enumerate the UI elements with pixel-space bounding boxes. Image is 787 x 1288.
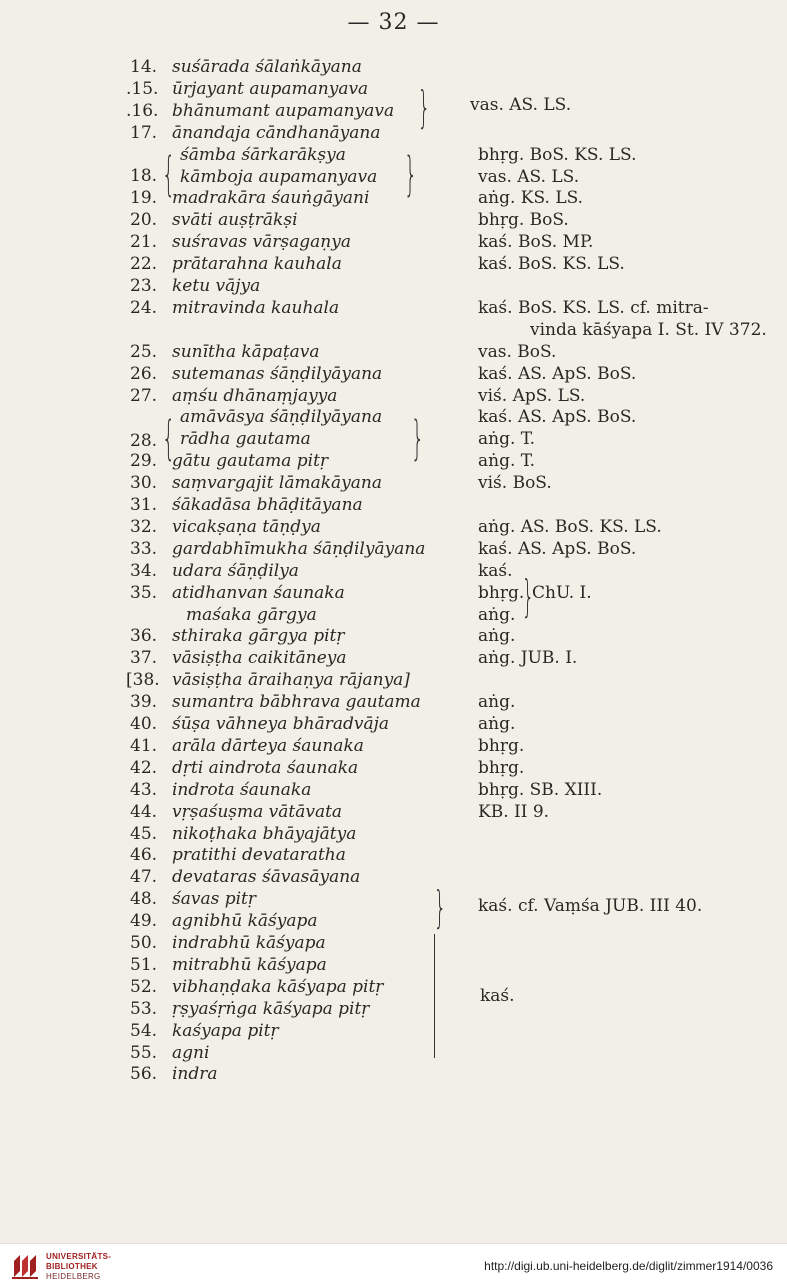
entry-row [0, 144, 787, 166]
entry-number: 45. [130, 823, 158, 844]
entry-reference: vinda kāśyapa I. St. IV 372. [530, 319, 767, 340]
entry-name: vāsiṣṭha āraihaṇya rājanya] [172, 670, 410, 691]
entry-number: 33. [130, 538, 158, 559]
entry-reference: bhṛg. BoS. KS. LS. [478, 144, 637, 165]
entry-row [0, 582, 787, 604]
entry-row [0, 779, 787, 801]
entry-number: 21. [130, 232, 158, 253]
entry-row [0, 1020, 787, 1042]
entry-row [0, 319, 787, 341]
entry-reference: aṅg. [478, 692, 516, 713]
entry-row [0, 866, 787, 888]
entry-reference: aṅg. [478, 604, 516, 625]
entry-reference: KB. II 9. [478, 801, 550, 822]
entry-name: sunītha kāpaṭava [172, 341, 320, 362]
entry-name: madrakāra śauṅgāyani [172, 188, 370, 209]
entry-name: mitravinda kauhala [172, 297, 340, 318]
entry-row [0, 406, 787, 428]
brace-34-35: } [521, 571, 535, 622]
entry-row [0, 56, 787, 78]
entry-number: 14. [130, 57, 158, 77]
entry-row [0, 713, 787, 735]
entry-row [0, 231, 787, 253]
entry-name: prātarahna kauhala [172, 254, 342, 275]
entry-row [0, 1042, 787, 1064]
library-name: UNIVERSITÄTS- BIBLIOTHEK HEIDELBERG [46, 1252, 112, 1281]
entry-row [0, 166, 787, 188]
entry-number: 44. [130, 801, 158, 822]
entry-row [0, 647, 787, 669]
entry-number: 22. [130, 254, 158, 275]
entry-reference: kaś. BoS. KS. LS. cf. mitra- [478, 297, 709, 318]
entry-number: 51. [130, 954, 158, 975]
entry-number: 52. [130, 976, 158, 997]
entry-row [0, 757, 787, 779]
entry-number: 24. [130, 297, 158, 318]
entry-reference: vas. AS. LS. [478, 166, 580, 187]
entry-name: maśaka gārgya [186, 604, 317, 625]
entry-number: 37. [130, 648, 158, 669]
entry-reference: kaś. BoS. KS. LS. [478, 254, 625, 275]
brace-18-left: { [162, 147, 176, 201]
entry-reference: bhṛg. [478, 735, 525, 756]
entry-reference: aṅg. AS. BoS. KS. LS. [478, 516, 662, 537]
entry-reference: viś. BoS. [478, 473, 552, 494]
entry-row [0, 604, 787, 626]
library-logo-icon [10, 1251, 40, 1281]
entry-name: bhānumant aupamanyava [172, 100, 395, 121]
entry-name: suśravas vārṣagaṇya [172, 232, 351, 253]
entry-name: vṛṣaśuṣma vātāvata [172, 801, 343, 822]
entry-number: 17. [130, 122, 158, 143]
entry-row [0, 450, 787, 472]
entry-number: 41. [130, 735, 158, 756]
brace-47-48: } [433, 882, 447, 933]
entry-number: 31. [130, 495, 158, 515]
entry-name: gardabhīmukha śāṇḍilyāyana [172, 538, 426, 559]
entry-number: 25. [130, 341, 158, 362]
entry-row [0, 823, 787, 845]
entry-name: vāsiṣṭha caikitāneya [172, 648, 347, 669]
entry-row [0, 625, 787, 647]
entry-row [0, 341, 787, 363]
entry-row [0, 954, 787, 976]
entry-number: 34. [130, 560, 158, 581]
entry-row [0, 472, 787, 494]
entry-reference: bhṛg. SB. XIII. [478, 779, 603, 800]
entry-name: kaśyapa pitṛ [172, 1020, 279, 1041]
entry-name: śāmba śārkarākṣya [180, 144, 346, 165]
entry-name: devataras śāvasāyana [172, 867, 361, 888]
entry-number: 36. [130, 626, 158, 647]
entry-num-28: 28. [130, 431, 158, 451]
entry-name: nikoṭhaka bhāyajātya [172, 823, 357, 844]
entry-row [0, 932, 787, 954]
entry-reference: aṅg. T. [478, 451, 536, 472]
entry-row [0, 297, 787, 319]
entry-name: agnibhū kāśyapa [172, 911, 318, 932]
entry-row [0, 187, 787, 209]
entry-name: agni [172, 1042, 210, 1063]
entry-row [0, 428, 787, 450]
entry-number: 48. [130, 889, 158, 910]
entry-number: 46. [130, 845, 158, 866]
entry-reference: kaś. BoS. MP. [478, 232, 594, 253]
entry-number: 53. [130, 998, 158, 1019]
entry-name: sumantra bābhrava gautama [172, 692, 421, 713]
entry-reference: aṅg. KS. LS. [478, 188, 584, 209]
entry-number: 19. [130, 188, 158, 209]
entry-name: pratithi devataratha [172, 845, 346, 866]
entry-number: 35. [130, 582, 158, 603]
entry-row [0, 385, 787, 407]
entry-reference: bhṛg. [478, 582, 525, 603]
source-url[interactable]: http://digi.ub.uni-heidelberg.de/diglit/zimmer1914/0036 [484, 1259, 773, 1273]
entry-number: [38. [126, 670, 160, 691]
page-number: — 32 — [347, 10, 440, 35]
entry-reference: kaś. AS. ApS. BoS. [478, 363, 637, 384]
entry-name: amāvāsya śāṇḍilyāyana [180, 407, 383, 428]
entry-row [0, 516, 787, 538]
entry-row [0, 1063, 787, 1085]
entry-number: 56. [130, 1064, 158, 1085]
entry-row [0, 560, 787, 582]
group-ref-15-16: vas. AS. LS. [470, 95, 572, 115]
brace-28-left: { [162, 411, 176, 465]
brace-15-16: } [417, 82, 431, 133]
entry-reference: kaś. AS. ApS. BoS. [478, 538, 637, 559]
entry-name: aṃśu dhānaṃjayya [172, 385, 338, 406]
entry-name: saṃvargajit lāmakāyana [172, 473, 382, 494]
entry-row [0, 275, 787, 297]
entry-name: śavas pitṛ [172, 889, 257, 910]
entry-name: atidhanvan śaunaka [172, 582, 345, 603]
entry-reference: aṅg. [478, 714, 516, 734]
entry-row [0, 669, 787, 691]
entry-reference: aṅg. T. [478, 429, 536, 450]
entry-name: ketu vājya [172, 276, 261, 296]
group-ref-49-54: kaś. [480, 986, 515, 1006]
entry-row [0, 122, 787, 144]
entry-name: sthiraka gārgya pitṛ [172, 626, 345, 647]
entry-row [0, 976, 787, 998]
entry-number: 32. [130, 516, 158, 537]
entry-reference: bhṛg. [478, 757, 525, 778]
entry-name: kāmboja aupamanyava [180, 166, 378, 187]
entry-name: suśārada śālaṅkāyana [172, 57, 362, 77]
entry-row [0, 100, 787, 122]
entry-number: 47. [130, 867, 158, 888]
entry-name: arāla dārteya śaunaka [172, 735, 364, 756]
entry-reference: kaś. [478, 560, 513, 581]
entry-row [0, 363, 787, 385]
entry-number: 43. [130, 779, 158, 800]
entry-row [0, 209, 787, 231]
entry-row [0, 801, 787, 823]
entry-number: 26. [130, 363, 158, 384]
group-ref-34-35: ChU. I. [532, 583, 592, 603]
brace-28-right: } [411, 411, 425, 465]
entry-name: vibhaṇḍaka kāśyapa pitṛ [172, 976, 384, 997]
entry-reference: viś. ApS. LS. [478, 385, 586, 406]
entry-reference: bhṛg. BoS. [478, 210, 569, 231]
entry-name: indrota śaunaka [172, 779, 312, 800]
entry-row [0, 253, 787, 275]
entry-name: indrabhū kāśyapa [172, 933, 326, 953]
entry-row [0, 691, 787, 713]
entry-number: 55. [130, 1042, 158, 1063]
entry-num-18: 18. [130, 166, 158, 186]
entry-name: gātu gautama pitṛ [172, 451, 329, 472]
entry-row [0, 78, 787, 100]
entry-number: 40. [130, 714, 158, 734]
entry-number: 29. [130, 451, 158, 472]
entry-name: sutemanas śāṇḍilyāyana [172, 363, 383, 384]
bracket-49-54-line [434, 934, 435, 1058]
entry-number: 23. [130, 276, 158, 296]
entry-row [0, 844, 787, 866]
entry-number: .15. [126, 78, 159, 99]
entry-row [0, 538, 787, 560]
entry-reference: vas. BoS. [478, 341, 557, 362]
entry-name: indra [172, 1064, 218, 1085]
entry-reference: aṅg. JUB. I. [478, 648, 578, 669]
entry-reference: aṅg. [478, 626, 516, 647]
entry-number: .16. [126, 100, 159, 121]
entry-row [0, 735, 787, 757]
entry-number: 50. [130, 933, 158, 953]
group-ref-47-48: kaś. cf. Vaṃśa JUB. III 40. [478, 896, 703, 916]
entry-number: 27. [130, 385, 158, 406]
entry-name: ūrjayant aupamanyava [172, 78, 369, 99]
entry-name: śūṣa vāhneya bhāradvāja [172, 714, 390, 734]
entry-name: udara śāṇḍilya [172, 560, 299, 581]
entry-name: ṛṣyaśṛṅga kāśyapa pitṛ [172, 998, 370, 1019]
brace-18-right: } [404, 147, 418, 201]
entry-number: 54. [130, 1020, 158, 1041]
entry-number: 30. [130, 473, 158, 494]
entry-number: 39. [130, 692, 158, 713]
entry-name: mitrabhū kāśyapa [172, 954, 327, 975]
entry-name: śākadāsa bhāḍitāyana [172, 495, 363, 515]
entry-number: 49. [130, 911, 158, 932]
entry-name: rādha gautama [180, 429, 311, 450]
entry-row [0, 494, 787, 516]
entry-name: ānandaja cāndhanāyana [172, 122, 381, 143]
entry-number: 42. [130, 757, 158, 778]
entry-reference: kaś. AS. ApS. BoS. [478, 407, 637, 428]
footer-bar [0, 1243, 787, 1288]
entry-number: 20. [130, 210, 158, 231]
entry-name: vicakṣaṇa tāṇḍya [172, 516, 321, 537]
entry-name: dṛti aindrota śaunaka [172, 757, 359, 778]
entry-row [0, 998, 787, 1020]
entry-name: svāti auṣṭrākṣi [172, 210, 298, 231]
